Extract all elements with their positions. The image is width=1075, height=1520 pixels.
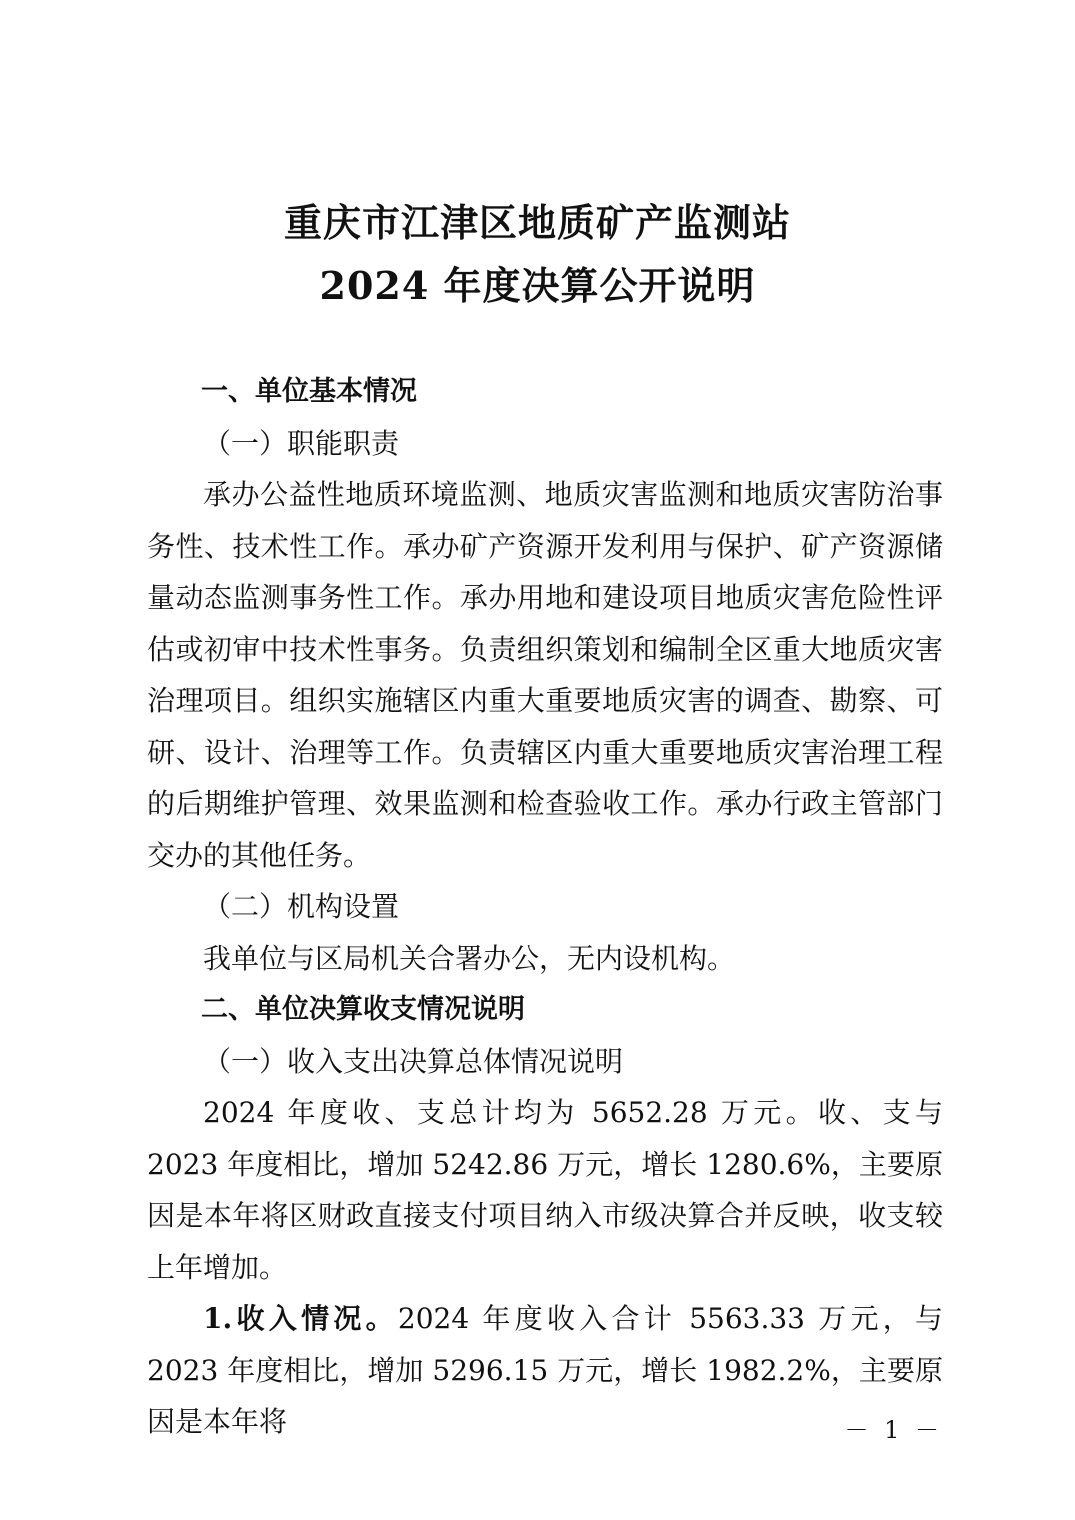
document-title-line1: 重庆市江津区地质矿产监测站	[283, 200, 791, 245]
section2-heading: 二、单位决算收支情况说明	[201, 994, 525, 1025]
section1-sub2-heading: （二）机构设置	[203, 890, 400, 923]
section1-sub2-paragraph: 我单位与区局机关合署办公，无内设机构。	[203, 941, 736, 975]
income-lead: 1.收入情况。	[203, 1302, 398, 1335]
section1-heading: 一、单位基本情况	[201, 376, 417, 407]
section1-sub1-paragraph: 承办公益性地质环境监测、地质灾害监测和地质灾害防治事务性、技术性工作。承办矿产资源开发利用与保护、矿产资源储量动态监测事务性工作。承办用地和建设项目地质灾害危险性评估或初审中技术性事务。负责组织策划和编制全区重大地质灾害治理项目。组织实施辖区内重大重要地质灾害的调查、勘察、可研、设计、治理等工作。负责辖区内重大重要地质灾害治理工程的后期维护管理、效果监测和检查验收工作。承办行政主管部门交办的其他任务。	[147, 478, 943, 872]
section1-sub1-heading: （一）职能职责	[203, 426, 400, 460]
document-title-line2: 2024 年度决算公开说明	[319, 263, 756, 308]
income-paragraph	[147, 1293, 943, 1448]
document-body	[147, 366, 943, 1448]
section2-sub1-heading: （一）收入支出决算总体情况说明	[203, 1044, 624, 1078]
section2-sub1-paragraph: 2024 年度收、支总计均为 5652.28 万元。收、支与 2023 年度相比，增加 5242.86 万元，增长 1280.6%，主要原因是本年将区财政直接支付项目纳入市级决算合并反映，收支较上年增加。	[147, 1096, 943, 1284]
income-text: 2024 年度收入合计 5563.33 万元，与 2023 年度相比，增加 5296.15 万元，增长 1982.2%，主要原因是本年将	[147, 1302, 943, 1438]
page-number: － 1 －	[844, 1416, 943, 1444]
